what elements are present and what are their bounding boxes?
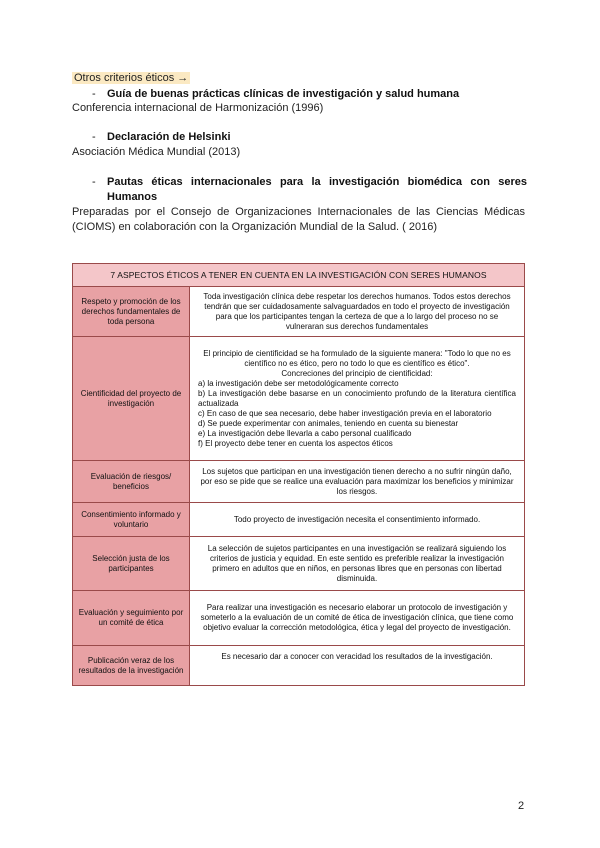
table-row	[73, 646, 525, 686]
aspect-description: Toda investigación clínica debe respetar los derechos humanos. Todos estos derechos tendrán que ser cuidadosamente salvaguardados en todo el proyecto de investigación para que los participantes tengan la certeza de que a lo largo del proceso no se vulneraran sus derechos fundamentales	[190, 287, 525, 337]
bullet-dash: -	[92, 176, 96, 188]
table-title: 7 ASPECTOS ÉTICOS A TENER EN CUENTA EN LA INVESTIGACIÓN CON SERES HUMANOS	[73, 264, 525, 287]
aspect-description	[190, 337, 525, 461]
table-row	[73, 503, 525, 537]
bullet-dash: -	[92, 131, 96, 143]
reference-title: Guía de buenas prácticas clínicas de investigación y salud humana	[107, 88, 460, 100]
aspect-label: Selección justa de los participantes	[73, 537, 190, 591]
principle-item: a) la investigación debe ser metodológicamente correcto	[198, 378, 399, 388]
reference-3-source: Preparadas por el Consejo de Organizaciones Internacionales de las Ciencias Médicas (CIOMS) en colaboración con la Organización Mundial de la Salud. ( 2016)	[72, 206, 525, 233]
aspect-description: Es necesario dar a conocer con veracidad los resultados de la investigación.	[190, 646, 525, 686]
aspect-label: Consentimiento informado y voluntario	[73, 503, 190, 537]
table-row	[73, 537, 525, 591]
table-row	[73, 461, 525, 503]
table-title-row	[73, 264, 525, 287]
table-row	[73, 287, 525, 337]
reference-title-line1: Pautas éticas internacionales para la investigación biomédica con seres	[107, 176, 527, 188]
section-heading: Otros criterios éticos →	[74, 72, 189, 84]
aspect-description: La selección de sujetos participantes en una investigación se realizará siguiendo los criterios de justicia y equidad. En este sentido es preferible realizar la investigación primero en adultos que en niños, en personas libres que en personas con libertad disminuida.	[190, 537, 525, 591]
aspect-label: Respeto y promoción de los derechos fundamentales de toda persona	[73, 287, 190, 337]
aspect-label: Evaluación y seguimiento por un comité de ética	[73, 591, 190, 646]
table-row	[73, 337, 525, 461]
reference-title-line2: Humanos	[107, 191, 158, 203]
aspect-description: Para realizar una investigación es necesario elaborar un protocolo de investigación y someterlo a la evaluación de un comité de ética de investigación clínica, que tiene como objetivo evaluar la corrección metodológica, ética y legal del proyecto de investigación.	[190, 591, 525, 646]
reference-2-source: Asociación Médica Mundial (2013)	[72, 146, 241, 158]
principle-subtitle: Concreciones del principio de cientificidad:	[281, 368, 433, 378]
reference-title: Declaración de Helsinki	[107, 131, 231, 143]
bullet-dash: -	[92, 88, 96, 100]
principle-item: b) La investigación debe basarse en un conocimiento profundo de la literatura científica actualizada	[198, 388, 516, 408]
ethics-table	[72, 263, 525, 686]
principle-item: f) El proyecto debe tener en cuenta los aspectos éticos	[198, 438, 393, 448]
reference-1-source: Conferencia internacional de Harmonización (1996)	[72, 102, 324, 114]
principle-intro: El principio de cientificidad se ha formulado de la siguiente manera: "Todo lo que no es científico no es ético, pero no todo lo que es científico es ético".	[203, 348, 511, 368]
aspect-description: Los sujetos que participan en una investigación tienen derecho a no sufrir ningún daño, por eso se pide que se realice una evaluación para maximizar los beneficios y minimizar los riesgos.	[190, 461, 525, 503]
table-row	[73, 591, 525, 646]
principle-item: d) Se puede experimentar con animales, teniendo en cuenta su bienestar	[198, 418, 459, 428]
page-number: 2	[518, 800, 525, 812]
aspect-description: Todo proyecto de investigación necesita el consentimiento informado.	[190, 503, 525, 537]
aspect-label: Cientificidad del proyecto de investigación	[73, 337, 190, 461]
aspect-label: Evaluación de riesgos/ beneficios	[73, 461, 190, 503]
principle-item: e) La investigación debe llevarla a cabo personal cualificado	[198, 428, 412, 438]
aspect-label: Publicación veraz de los resultados de la investigación	[73, 646, 190, 686]
principle-item: c) En caso de que sea necesario, debe haber investigación previa en el laboratorio	[198, 408, 492, 418]
